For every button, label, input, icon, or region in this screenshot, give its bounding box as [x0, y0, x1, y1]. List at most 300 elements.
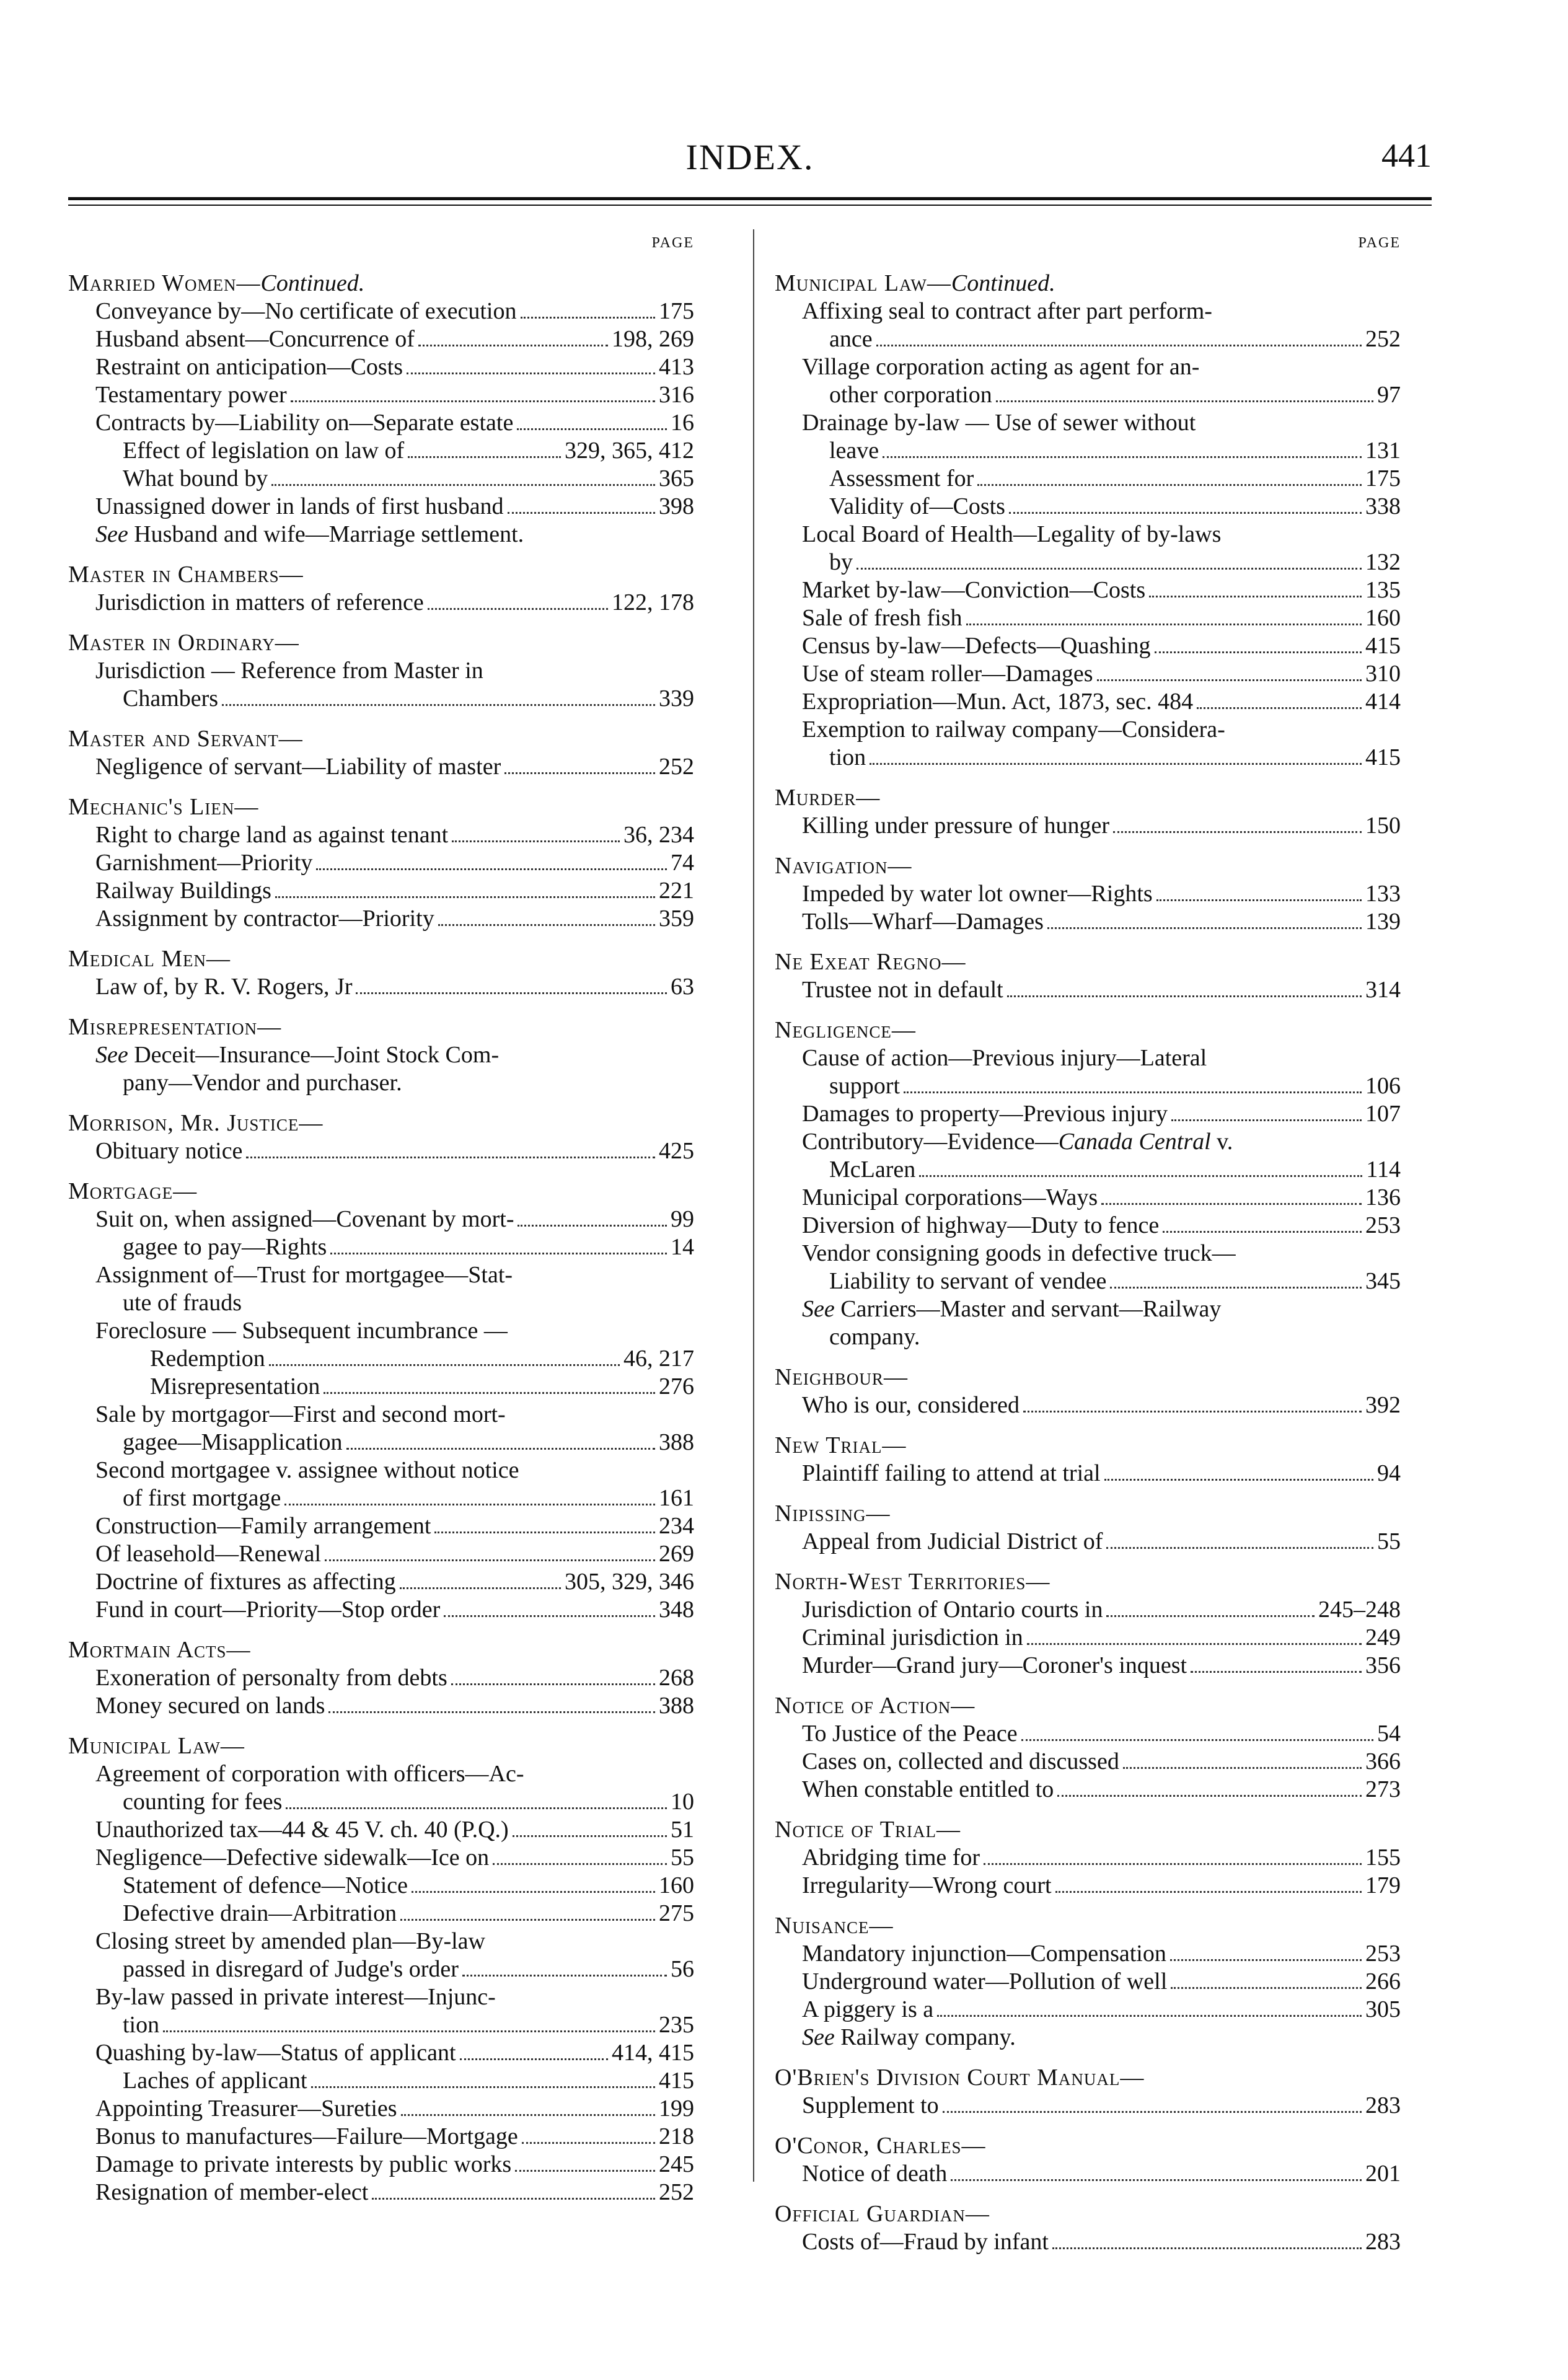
entry-text [829, 381, 992, 409]
index-entry-line [68, 1788, 694, 1816]
index-entry-line [775, 744, 1401, 772]
entry-text [802, 812, 1109, 840]
index-entry-line [775, 1720, 1401, 1748]
index-group [68, 945, 694, 1001]
index-group [68, 1013, 694, 1097]
entry-text [802, 2092, 939, 2120]
page-number: 441 [1381, 137, 1432, 174]
index-entry-line [68, 1205, 694, 1233]
index-entry-line [775, 632, 1401, 660]
entry-text [95, 1457, 519, 1484]
index-entry-line [775, 549, 1401, 576]
page-ref: 10 [671, 1789, 694, 1815]
dot-leader [434, 1532, 655, 1533]
entry-text-part: Local Board of Health—Legality of by-laws [802, 521, 1222, 547]
entry-text [802, 1872, 1052, 1900]
page-ref: 55 [1377, 1528, 1401, 1554]
index-entry-line [68, 493, 694, 521]
entry-text-part: Husband absent—Concurrence of [95, 326, 415, 352]
dot-leader [904, 1091, 1362, 1093]
index-entry-line [775, 576, 1401, 604]
page-ref: 201 [1365, 2161, 1401, 2187]
index-entry-line [775, 2024, 1401, 2052]
index-group [775, 784, 1401, 840]
index-group [68, 1636, 694, 1720]
index-group [68, 561, 694, 617]
index-entry-line [775, 493, 1401, 521]
index-group [68, 793, 694, 933]
page-ref: 338 [1365, 493, 1401, 519]
page-ref: 415 [1365, 744, 1401, 770]
page-header [68, 136, 1432, 186]
entry-text-part: Unassigned dower in lands of first husband [95, 493, 504, 519]
index-entry-line [68, 1540, 694, 1568]
dot-leader [1149, 596, 1362, 597]
entry-text-part: Mandatory injunction—Compensation [802, 1941, 1166, 1967]
entry-text-part: Carriers—Master and servant—Railway [840, 1296, 1222, 1322]
page-ref: 14 [671, 1234, 694, 1260]
dot-leader [163, 2030, 655, 2032]
page-ref: 221 [659, 878, 694, 904]
page-ref: 160 [659, 1872, 694, 1898]
index-entry-line [775, 1156, 1401, 1184]
entry-text [802, 1100, 1168, 1128]
dot-leader [269, 1364, 620, 1366]
heading-text: Master and Servant— [68, 726, 303, 752]
dot-leader [966, 624, 1362, 625]
entry-text-part: Municipal corporations—Ways [802, 1184, 1098, 1210]
index-heading [775, 1568, 1401, 1596]
index-entry-line [68, 1261, 694, 1289]
dot-leader [951, 2179, 1362, 2181]
index-group [775, 948, 1401, 1004]
entry-text-part: pany—Vendor and purchaser. [123, 1070, 402, 1096]
index-entry-line [68, 1955, 694, 1983]
index-entry-line [775, 1844, 1401, 1872]
page-ref: 135 [1365, 577, 1401, 603]
entry-text [829, 325, 873, 353]
dot-leader [328, 1711, 655, 1713]
entry-text-part: Effect of legislation on law of [123, 438, 405, 464]
entry-text-part: Trustee not in default [802, 977, 1003, 1003]
entry-text [123, 1233, 327, 1261]
heading-text: Morrison, Mr. Justice— [68, 1110, 324, 1136]
entry-text-part: Bonus to manufactures—Failure—Mortgage [95, 2123, 518, 2149]
dot-leader [1097, 679, 1362, 681]
heading-text: Municipal Law [775, 270, 927, 296]
dot-leader [1155, 651, 1362, 653]
entry-text [95, 1664, 447, 1692]
entry-text [95, 1596, 440, 1624]
page-ref: 388 [659, 1429, 694, 1455]
index-group [775, 1692, 1401, 1804]
index-entry-line [775, 1295, 1401, 1323]
index-group [68, 1109, 694, 1165]
page-ref: 314 [1365, 977, 1401, 1003]
index-entry-line [775, 716, 1401, 744]
dot-leader [1104, 1479, 1373, 1481]
dot-leader [324, 1392, 655, 1394]
index-group [775, 2132, 1401, 2188]
dot-leader [943, 2111, 1362, 2113]
index-heading [775, 2064, 1401, 2092]
entry-text-part: by [829, 549, 853, 575]
entry-text-part: Contracts by—Liability on—Separate estate [95, 410, 514, 436]
page-ref: 198, 269 [612, 326, 694, 352]
index-group [68, 1178, 694, 1624]
index-entry-line [775, 1460, 1401, 1488]
dot-leader [408, 456, 561, 458]
entry-text [802, 716, 1225, 744]
page-ref: 413 [659, 354, 694, 380]
entry-text [95, 589, 424, 617]
entry-text-part: company. [829, 1324, 920, 1350]
dot-leader [977, 484, 1362, 486]
index-entry-line [68, 1345, 694, 1373]
page-ref: 133 [1365, 881, 1401, 907]
index-group [775, 1016, 1401, 1351]
entry-text [802, 632, 1151, 660]
entry-text-part: Restraint on anticipation—Costs [95, 354, 403, 380]
page-ref: 392 [1365, 1392, 1401, 1418]
entry-text-part: Fund in court—Priority—Stop order [95, 1597, 441, 1623]
entry-text-part: support [829, 1073, 900, 1099]
index-entry-line [775, 908, 1401, 936]
index-entry-line [775, 353, 1401, 381]
dot-leader [418, 345, 608, 346]
dot-leader [996, 400, 1373, 402]
entry-text-part: Diversion of highway—Duty to fence [802, 1212, 1160, 1238]
index-group [68, 270, 694, 549]
dot-leader [438, 924, 655, 926]
dot-leader [857, 568, 1362, 570]
entry-text [123, 1955, 459, 1983]
entry-text [95, 753, 501, 781]
heading-text: North-West Territories— [775, 1569, 1050, 1595]
entry-text-part: Foreclosure — Subsequent incumbrance — [95, 1318, 508, 1344]
entry-text-part: Laches of applicant [123, 2068, 307, 2094]
page-ref: 54 [1377, 1721, 1401, 1747]
index-heading [68, 945, 694, 973]
index-entry-line [68, 1928, 694, 1955]
dot-leader [452, 840, 620, 842]
entry-text [123, 1788, 282, 1816]
entry-text [802, 576, 1145, 604]
index-entry-line [775, 1391, 1401, 1419]
dot-leader [1057, 1795, 1362, 1797]
index-entry-line [775, 1748, 1401, 1776]
page-ref: 218 [659, 2123, 694, 2149]
index-entry-line [68, 1512, 694, 1540]
entry-text [95, 2151, 511, 2179]
entry-text-part: Tolls—Wharf—Damages [802, 909, 1044, 935]
index-entry-line [775, 880, 1401, 908]
entry-text-part: Railway Buildings [95, 878, 271, 904]
entry-text-part: Notice of death [802, 2161, 948, 2187]
entry-text [802, 1996, 933, 2024]
dot-leader [372, 2198, 655, 2200]
index-entry-line [68, 1692, 694, 1720]
page-ref: 245–248 [1318, 1597, 1401, 1623]
dot-leader [460, 2058, 608, 2060]
index-entry-line [775, 1184, 1401, 1212]
entry-text-part: Sale of fresh fish [802, 605, 962, 631]
entry-text-part: Village corporation acting as agent for an- [802, 354, 1200, 380]
index-entry-line [68, 521, 694, 549]
index-entry-line [68, 325, 694, 353]
page-ref: 160 [1365, 605, 1401, 631]
index-group [775, 2064, 1401, 2120]
header-rule-thick [68, 197, 1432, 200]
entry-text-part: Use of steam roller—Damages [802, 661, 1093, 687]
index-heading [775, 852, 1401, 880]
heading-text: Notice of Action— [775, 1693, 976, 1719]
heading-text: Mechanic's Lien— [68, 794, 259, 820]
index-group [775, 2200, 1401, 2256]
page-ref: 388 [659, 1693, 694, 1719]
index-entry-line [68, 1900, 694, 1928]
index-group [775, 1432, 1401, 1488]
page-ref: 55 [671, 1844, 694, 1871]
index-entry-line [775, 298, 1401, 325]
entry-text-part: Affixing seal to contract after part perform- [802, 298, 1212, 324]
index-entry-line [68, 1457, 694, 1484]
index-entry-line [775, 325, 1401, 353]
index-heading: Municipal Law—Continued. [775, 270, 1055, 296]
dot-leader [504, 772, 655, 774]
page-ref: 266 [1365, 1968, 1401, 1994]
index-entry-line [775, 1044, 1401, 1072]
entry-text-part: Conveyance by—No certificate of execution [95, 298, 517, 324]
index-entry-line [68, 657, 694, 685]
index-entry-line [68, 821, 694, 849]
entry-text-part: Chambers [123, 685, 219, 712]
dot-leader [325, 1559, 655, 1561]
page-ref: 329, 365, 412 [565, 438, 694, 464]
entry-text [95, 2179, 368, 2206]
entry-text-part: Doctrine of fixtures as affecting [95, 1569, 396, 1595]
entry-text-part: By-law passed in private interest—Injunc- [95, 1984, 496, 2010]
page-ref: 56 [671, 1956, 694, 1982]
index-entry-line [775, 1776, 1401, 1804]
dot-leader [919, 1175, 1362, 1177]
page-ref: 99 [671, 1206, 694, 1232]
entry-text [802, 1044, 1207, 1072]
index-entry-line [775, 465, 1401, 493]
entry-text [802, 1184, 1098, 1212]
entry-text-part: gagee—Misapplication [123, 1429, 343, 1455]
index-entry-line [68, 2095, 694, 2123]
header-rule-thin [68, 205, 1432, 206]
dot-leader [883, 456, 1362, 458]
entry-text-part: Construction—Family arrangement [95, 1513, 431, 1539]
index-entry-line [68, 2039, 694, 2067]
entry-text [802, 1128, 1233, 1156]
page-ref: 94 [1377, 1460, 1401, 1486]
index-entry-line [775, 1100, 1401, 1128]
entry-text [802, 1720, 1018, 1748]
index-entry-line [68, 2151, 694, 2179]
entry-text [802, 976, 1003, 1004]
entry-text-part: McLaren [829, 1157, 916, 1183]
entry-text-part: Assignment by contractor—Priority [95, 906, 434, 932]
index-heading: Married Women—Continued. [68, 270, 365, 296]
index-entry-line [68, 905, 694, 933]
dot-leader [1191, 1671, 1362, 1673]
entry-text-part: Unauthorized tax—44 & 45 V. ch. 40 (P.Q.) [95, 1817, 509, 1843]
page-ref: 252 [659, 2179, 694, 2205]
index-entry-line [775, 976, 1401, 1004]
index-entry-line [68, 1844, 694, 1872]
entry-text-part: Assignment of—Trust for mortgagee—Stat- [95, 1262, 513, 1288]
page-ref: 131 [1365, 438, 1401, 464]
page-ref: 273 [1365, 1776, 1401, 1802]
dot-leader [1047, 927, 1362, 929]
dot-leader [518, 1225, 667, 1227]
entry-text [802, 1844, 980, 1872]
dot-leader [311, 2086, 655, 2088]
entry-text [829, 437, 879, 465]
entry-text [802, 688, 1193, 716]
entry-text-part: Garnishment—Priority [95, 850, 313, 876]
heading-text: Ne Exeat Regno— [775, 949, 966, 975]
entry-text [829, 493, 1005, 521]
case-name: Canada Central [1058, 1129, 1211, 1155]
entry-text-part: Sale by mortgagor—First and second mort- [95, 1401, 506, 1427]
dot-leader [1027, 1643, 1362, 1645]
entry-text-part: Negligence of servant—Liability of master [95, 754, 501, 780]
entry-text [95, 409, 513, 437]
page-title: INDEX. [685, 137, 814, 177]
index-entry-line [775, 688, 1401, 716]
dot-leader [1009, 512, 1362, 514]
entry-text [123, 1872, 408, 1900]
index-entry-line [68, 298, 694, 325]
page-ref: 366 [1365, 1748, 1401, 1774]
heading-continued: Continued. [260, 270, 365, 296]
dot-leader [286, 1807, 667, 1809]
entry-text [95, 1568, 396, 1596]
heading-text: Municipal Law— [68, 1733, 245, 1759]
entry-text [95, 298, 517, 325]
entry-text-part: Cause of action—Previous injury—Lateral [802, 1045, 1207, 1071]
dot-leader [1021, 1739, 1373, 1741]
entry-text-part: Railway company. [840, 2024, 1016, 2050]
dot-leader [275, 896, 655, 898]
entry-text-part: gagee to pay—Rights [123, 1234, 327, 1260]
entry-text [95, 973, 352, 1001]
entry-text-part: Testamentary power [95, 382, 287, 408]
index-entry-line [68, 2179, 694, 2206]
index-entry-line [68, 437, 694, 465]
dot-leader [346, 1448, 655, 1450]
entry-text [123, 1289, 242, 1317]
index-entry-line [68, 1568, 694, 1596]
index-heading [68, 1109, 694, 1137]
heading-text: Notice of Trial— [775, 1817, 961, 1843]
entry-text-part: Agreement of corporation with officers—Ac- [95, 1761, 524, 1787]
entry-text [95, 1816, 509, 1844]
dot-leader [271, 484, 655, 486]
dot-leader [1023, 1411, 1362, 1413]
index-entry-line [68, 1429, 694, 1457]
see-reference: See [95, 1042, 128, 1068]
page-ref: 107 [1365, 1101, 1401, 1127]
entry-text-part: ance [829, 326, 873, 352]
entry-text-part: A piggery is a [802, 1996, 934, 2022]
entry-text-part: Killing under pressure of hunger [802, 813, 1109, 839]
index-entry-line [775, 660, 1401, 688]
entry-text-part: Negligence—Defective sidewalk—Ice on [95, 1844, 490, 1871]
dot-leader [1110, 1287, 1362, 1289]
index-heading [775, 948, 1401, 976]
page-ref: 348 [659, 1597, 694, 1623]
right-column [775, 229, 1401, 2256]
index-entry-line [775, 1968, 1401, 1996]
page-ref: 46, 217 [623, 1346, 694, 1372]
dot-leader [1106, 1547, 1373, 1549]
index-group [775, 852, 1401, 936]
entry-text-part: Assessment for [829, 465, 974, 491]
page-ref: 97 [1377, 382, 1401, 408]
entry-text [95, 381, 287, 409]
dot-leader [222, 704, 655, 706]
entry-text-part: Quashing by-law—Status of applicant [95, 2040, 456, 2066]
dot-leader [400, 1919, 655, 1921]
page-ref: 139 [1365, 909, 1401, 935]
index-group [775, 1364, 1401, 1419]
index-heading [68, 725, 694, 753]
page-ref: 16 [671, 410, 694, 436]
page-ref: 235 [659, 2012, 694, 2038]
index-entry-line [775, 1996, 1401, 2024]
entry-text-part: Irregularity—Wrong court [802, 1872, 1052, 1898]
page-ref: 275 [659, 1900, 694, 1926]
page-ref: 415 [659, 2068, 694, 2094]
entry-text [802, 409, 1196, 437]
heading-text: O'Conor, Charles— [775, 2133, 986, 2159]
entry-text-part: Census by-law—Defects—Quashing [802, 633, 1151, 659]
entry-text [802, 660, 1093, 688]
dot-leader [1007, 995, 1362, 997]
page-column-label: PAGE [651, 235, 694, 251]
entry-text [123, 1900, 397, 1928]
entry-text [829, 1072, 900, 1100]
page-ref: 36, 234 [623, 822, 694, 848]
index-entry-line [68, 1373, 694, 1401]
index-heading [775, 1692, 1401, 1720]
index-entry-line [68, 2011, 694, 2039]
index-entry-line [775, 1267, 1401, 1295]
entry-text [802, 1212, 1159, 1240]
heading-text: Negligence— [775, 1017, 916, 1043]
dot-leader [517, 428, 667, 430]
page-ref: 245 [659, 2151, 694, 2177]
page-ref: 345 [1365, 1268, 1401, 1294]
index-group [775, 1568, 1401, 1680]
column-divider [753, 229, 754, 2182]
heading-text: Nipissing— [775, 1501, 891, 1527]
page-ref: 63 [671, 974, 694, 1000]
index-entry-line [68, 685, 694, 713]
index-entry-line [68, 2067, 694, 2095]
entry-text [829, 1156, 915, 1184]
page-ref: 414, 415 [612, 2040, 694, 2066]
entry-text [802, 1652, 1187, 1680]
entry-text-part: Exemption to railway company—Considera- [802, 716, 1225, 743]
entry-text [829, 1323, 920, 1351]
index-group [775, 1912, 1401, 2052]
